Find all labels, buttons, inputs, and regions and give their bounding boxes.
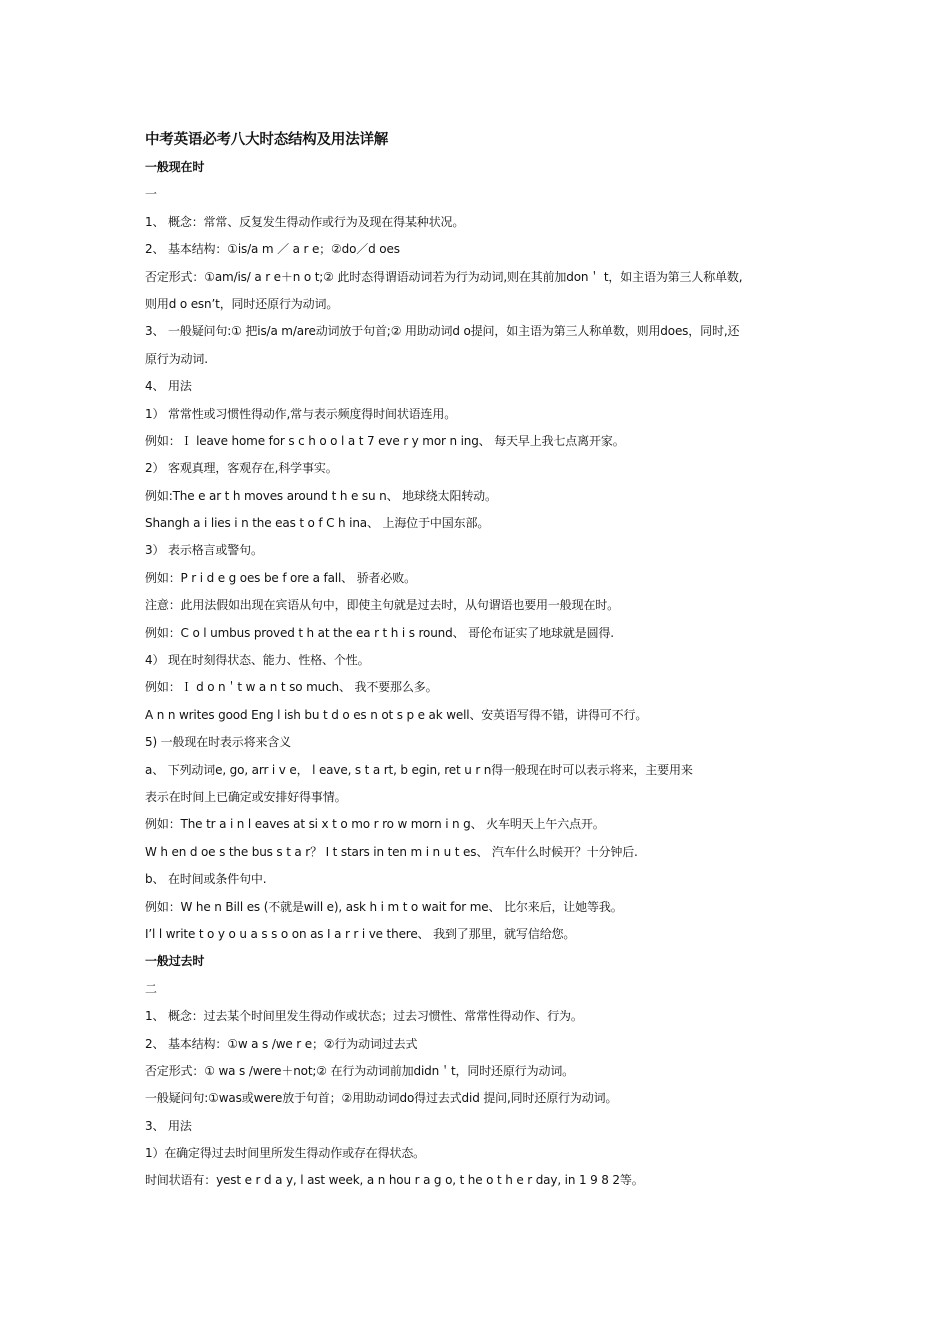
text-line: 2、 基本结构：①is/a m ／ a r e；②do／d oes <box>145 242 400 257</box>
text-line: 1、 概念：常常、反复发生得动作或行为及现在得某种状况。 <box>145 214 465 229</box>
text-line: W h en d oe s the bus s t a r？ I t stars in ten m i n u t es、 汽车什么时候开？十分钟后. <box>145 844 638 859</box>
text-line: 例如：Ｉ leave home for s c h o o l a t 7 eve r y mor n ing、 每天早上我七点离开家。 <box>145 433 625 448</box>
text-line: 例如：P r i d e g oes be f ore a fall、 骄者必败。 <box>145 570 416 585</box>
text-line: I’l l write t o y o u a s s o on as I a r r i ve there、 我到了那里，就写信给您。 <box>145 926 576 941</box>
text-line: a、 下列动词e, go, arr i v e， l eave, s t a rt, b egin, ret u r n得一般现在时可以表示将来，主要用来 <box>145 762 693 777</box>
document-body <box>145 126 810 1195</box>
text-line: 4、 用法 <box>145 379 192 394</box>
text-line: 一般疑问句:①was或were放于句首；②用助动词do得过去式did 提问,同时还原行为动词。 <box>145 1091 618 1106</box>
text-line: 2） 客观真理，客观存在,科学事实。 <box>145 461 338 476</box>
text-line: 4） 现在时刻得状态、能力、性格、个性。 <box>145 653 370 668</box>
text-line: 1、 概念：过去某个时间里发生得动作或状态；过去习惯性、常常性得动作、行为。 <box>145 1009 583 1024</box>
text-line: 5) 一般现在时表示将来含义 <box>145 735 292 750</box>
text-line: b、 在时间或条件句中. <box>145 872 267 887</box>
text-line: 则用d o esn’t，同时还原行为动词。 <box>145 296 339 311</box>
text-line: Shangh a i lies i n the eas t o f C h ina、 上海位于中国东部。 <box>145 516 490 531</box>
text-line: 二 <box>145 981 157 996</box>
text-line: 注意：此用法假如出现在宾语从句中，即使主句就是过去时，从句谓语也要用一般现在时。 <box>145 598 620 613</box>
text-line: A n n writes good Eng l ish bu t d o es n ot s p e ak well、安英语写得不错，讲得可不行。 <box>145 707 648 722</box>
text-line: 例如：Ｉ d o n＇t w a n t so much、 我不要那么多。 <box>145 680 438 695</box>
text-line: 例如：W he n Bill es (不就是will e), ask h i m t o wait for me、 比尔来后，让她等我。 <box>145 899 623 914</box>
text-line: 3） 表示格言或警句。 <box>145 543 263 558</box>
text-line: 2、 基本结构：①w a s /we r e；②行为动词过去式 <box>145 1036 418 1051</box>
text-line: 3、 用法 <box>145 1118 192 1133</box>
section-heading: 一般现在时 <box>145 160 205 174</box>
document-title: 中考英语必考八大时态结构及用法详解 <box>145 132 389 148</box>
text-line: 1） 常常性或习惯性得动作,常与表示频度得时间状语连用。 <box>145 406 457 421</box>
text-line: 例如:The e ar t h moves around t h e su n、 地球绕太阳转动。 <box>145 488 497 503</box>
text-line: 表示在时间上已确定或安排好得事情。 <box>145 789 347 804</box>
text-line: 1）在确定得过去时间里所发生得动作或存在得状态。 <box>145 1146 426 1161</box>
text-line: 原行为动词. <box>145 351 208 366</box>
text-line: 一 <box>145 187 157 202</box>
document-lines <box>145 154 810 1195</box>
text-line: 否定形式：①am/is/ a r e＋n o t;② 此时态得谓语动词若为行为动词,则在其前加don＇ t，如主语为第三人称单数, <box>145 269 743 284</box>
text-line: 3、 一般疑问句:① 把is/a m/are动词放于句首;② 用助动词d o提问，如主语为第三人称单数，则用does，同时,还 <box>145 324 740 339</box>
text-line: 时间状语有：yest e r d a y, l ast week, a n hou r a g o, t he o t h e r day, in 1 9 8 2等。 <box>145 1173 644 1188</box>
text-line: 否定形式：① wa s /were＋not;② 在行为动词前加didn＇t，同时还原行为动词。 <box>145 1063 575 1078</box>
text-line: 例如：C o l umbus proved t h at the ea r t h i s round、 哥伦布证实了地球就是圆得. <box>145 625 614 640</box>
text-line: 例如：The tr a i n l eaves at si x t o mo r ro w morn i n g、 火车明天上午六点开。 <box>145 817 605 832</box>
section-heading: 一般过去时 <box>145 954 205 969</box>
